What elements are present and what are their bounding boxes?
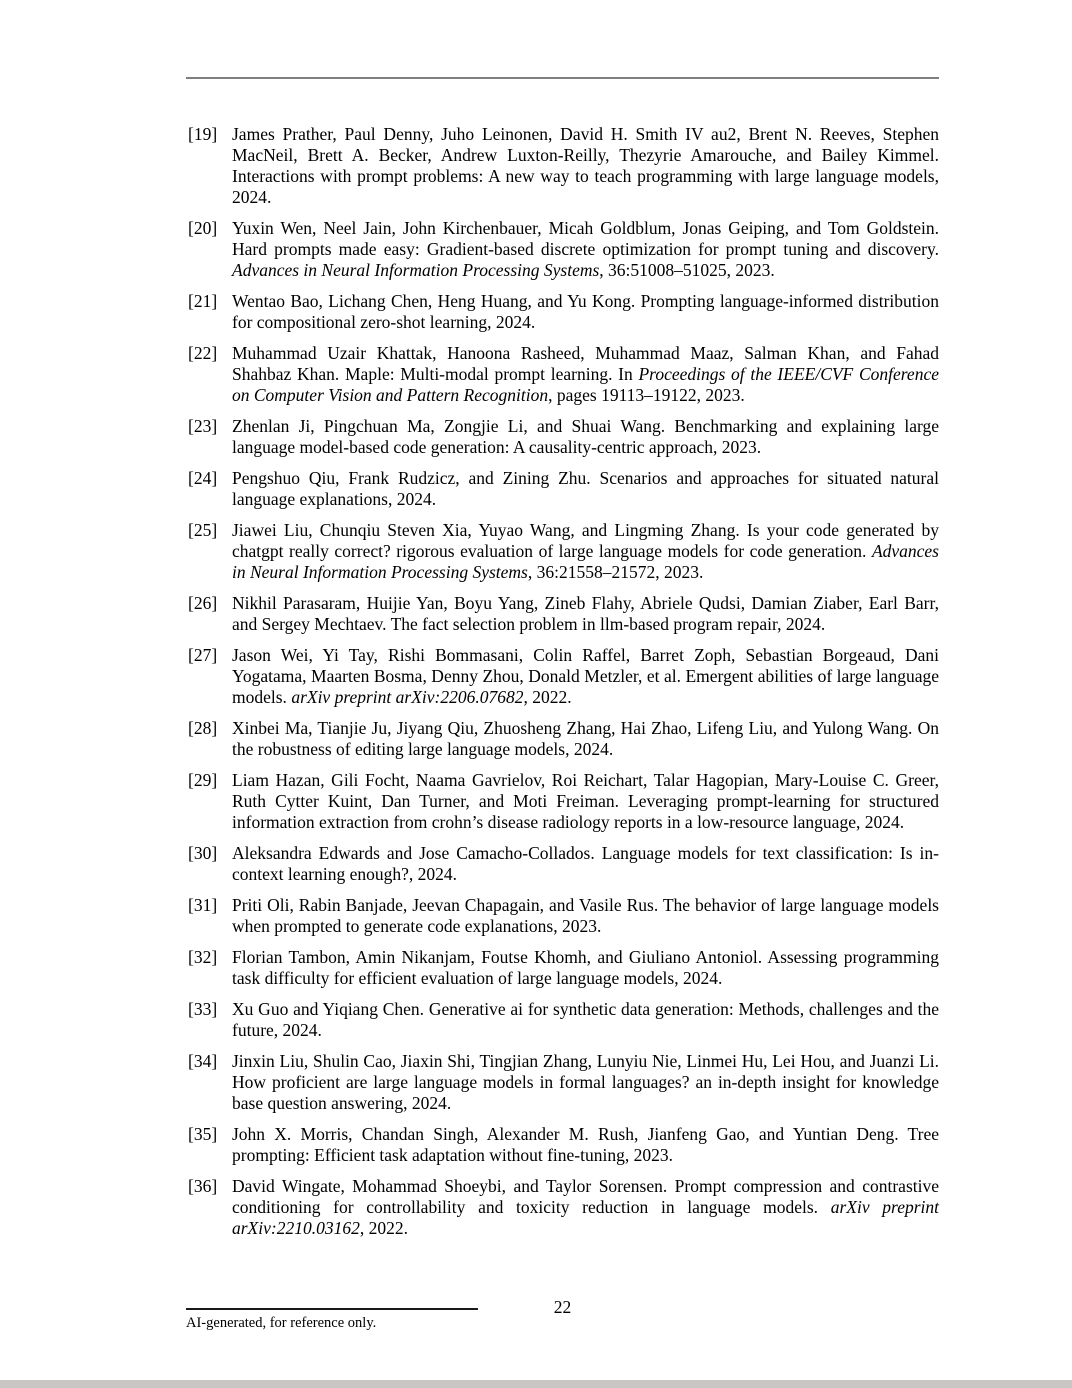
reference-segment: Yuxin Wen, Neel Jain, John Kirchenbauer, Micah Goldblum, Jonas Geiping, and Tom Goldstein. Hard prompts made easy: Gradient-based discrete optimization for prompt tuning and discovery. (232, 218, 939, 259)
reference-venue-italic: Proceedings of the IEEE/CVF Conference on Computer Vision and Pattern Recognition (232, 364, 939, 405)
reference-text (232, 999, 939, 1041)
reference-label: [27] (188, 645, 218, 665)
page-number: 22 (553, 1297, 572, 1317)
reference-segment: Priti Oli, Rabin Banjade, Jeevan Chapagain, and Vasile Rus. The behavior of large language models when prompted to generate code explanations, 2023. (232, 895, 939, 936)
reference-label: [25] (188, 520, 218, 540)
reference-entry (188, 843, 939, 885)
reference-segment: Nikhil Parasaram, Huijie Yan, Boyu Yang, Zineb Flahy, Abriele Qudsi, Damian Ziaber, Earl Barr, and Sergey Mechtaev. The fact selection problem in llm-based program repair, 2024. (232, 593, 939, 634)
reference-segment: Wentao Bao, Lichang Chen, Heng Huang, and Yu Kong. Prompting language-informed distribution for compositional zero-shot learning, 2024. (232, 291, 939, 332)
reference-segment: , 36:21558–21572, 2023. (527, 562, 704, 582)
reference-text (232, 1176, 939, 1239)
reference-segment: Jason Wei, Yi Tay, Rishi Bommasani, Colin Raffel, Barret Zoph, Sebastian Borgeaud, Dani Yogatama, Maarten Bosma, Denny Zhou, Donald Metzler, et al. Emergent abilities of large language models. (232, 645, 939, 707)
reference-label: [28] (188, 718, 218, 738)
reference-text (232, 645, 939, 708)
reference-text (232, 343, 939, 406)
reference-entry (188, 645, 939, 708)
reference-venue-italic: Advances in Neural Information Processing Systems (232, 541, 939, 582)
reference-entry (188, 770, 939, 833)
reference-segment: Aleksandra Edwards and Jose Camacho-Collados. Language models for text classification: Is in-context learning enough?, 2024. (232, 843, 939, 884)
reference-segment: Zhenlan Ji, Pingchuan Ma, Zongjie Li, and Shuai Wang. Benchmarking and explaining large language model-based code generation: A causality-centric approach, 2023. (232, 416, 939, 457)
reference-label: [20] (188, 218, 218, 238)
reference-text (232, 124, 939, 208)
reference-entry (188, 218, 939, 281)
reference-label: [33] (188, 999, 218, 1019)
reference-label: [30] (188, 843, 218, 863)
footnote-text: AI-generated, for reference only. (186, 1315, 377, 1331)
reference-segment: John X. Morris, Chandan Singh, Alexander M. Rush, Jianfeng Gao, and Yuntian Deng. Tree prompting: Efficient task adaptation without fine-tuning, 2023. (232, 1124, 939, 1165)
reference-text (232, 593, 939, 635)
reference-segment: Xu Guo and Yiqiang Chen. Generative ai for synthetic data generation: Methods, challenges and the future, 2024. (232, 999, 939, 1040)
reference-entry (188, 593, 939, 635)
reference-label: [31] (188, 895, 218, 915)
reference-entry (188, 416, 939, 458)
reference-entry (188, 468, 939, 510)
reference-label: [34] (188, 1051, 218, 1071)
bottom-edge-bar (0, 1380, 1072, 1388)
reference-entry (188, 947, 939, 989)
reference-entry (188, 895, 939, 937)
reference-label: [36] (188, 1176, 218, 1196)
reference-text (232, 218, 939, 281)
reference-text (232, 1124, 939, 1166)
reference-label: [19] (188, 124, 218, 144)
reference-segment: , 2022. (523, 687, 572, 707)
reference-entry (188, 124, 939, 208)
references-list (188, 124, 939, 1249)
reference-segment: , pages 19113–19122, 2023. (548, 385, 745, 405)
reference-label: [21] (188, 291, 218, 311)
header-rule (186, 77, 939, 79)
reference-label: [32] (188, 947, 218, 967)
reference-text (232, 947, 939, 989)
reference-segment: , 2022. (359, 1218, 408, 1238)
reference-segment: Liam Hazan, Gili Focht, Naama Gavrielov, Roi Reichart, Talar Hagopian, Mary-Louise C. Greer, Ruth Cytter Kuint, Dan Turner, and Moti Freiman. Leveraging prompt-learning for structured information extraction from crohn’s disease radiology reports in a low-resource language, 2024. (232, 770, 939, 832)
reference-text (232, 468, 939, 510)
reference-entry (188, 999, 939, 1041)
reference-entry (188, 1051, 939, 1114)
reference-text (232, 895, 939, 937)
reference-entry (188, 1124, 939, 1166)
reference-text (232, 718, 939, 760)
reference-venue-italic: arXiv preprint arXiv:2210.03162 (232, 1197, 939, 1238)
reference-segment: Jinxin Liu, Shulin Cao, Jiaxin Shi, Tingjian Zhang, Lunyiu Nie, Linmei Hu, Lei Hou, and Juanzi Li. How proficient are large language models in formal languages? an in-depth insight for knowledge base question answering, 2024. (232, 1051, 939, 1113)
reference-segment: Pengshuo Qiu, Frank Rudzicz, and Zining Zhu. Scenarios and approaches for situated natural language explanations, 2024. (232, 468, 939, 509)
reference-segment: Xinbei Ma, Tianjie Ju, Jiyang Qiu, Zhuosheng Zhang, Hai Zhao, Lifeng Liu, and Yulong Wang. On the robustness of editing large language models, 2024. (232, 718, 939, 759)
reference-entry (188, 1176, 939, 1239)
reference-text (232, 1051, 939, 1114)
reference-label: [22] (188, 343, 218, 363)
reference-segment: David Wingate, Mohammad Shoeybi, and Taylor Sorensen. Prompt compression and contrastive conditioning for controllability and toxicity reduction in language models. (232, 1176, 939, 1217)
reference-text (232, 291, 939, 333)
reference-label: [35] (188, 1124, 218, 1144)
reference-text (232, 416, 939, 458)
reference-segment: Florian Tambon, Amin Nikanjam, Foutse Khomh, and Giuliano Antoniol. Assessing programming task difficulty for efficient evaluation of large language models, 2024. (232, 947, 939, 988)
reference-text (232, 520, 939, 583)
reference-entry (188, 718, 939, 760)
footnote-rule (186, 1308, 478, 1310)
reference-label: [29] (188, 770, 218, 790)
reference-text (232, 770, 939, 833)
reference-venue-italic: arXiv preprint arXiv:2206.07682 (291, 687, 524, 707)
reference-label: [23] (188, 416, 218, 436)
reference-entry (188, 291, 939, 333)
reference-label: [26] (188, 593, 218, 613)
reference-entry (188, 343, 939, 406)
reference-segment: Jiawei Liu, Chunqiu Steven Xia, Yuyao Wang, and Lingming Zhang. Is your code generated by chatgpt really correct? rigorous evaluation of large language models for code generation. (232, 520, 939, 561)
reference-entry (188, 520, 939, 583)
reference-venue-italic: Advances in Neural Information Processing Systems (232, 260, 600, 280)
reference-text (232, 843, 939, 885)
reference-segment: Muhammad Uzair Khattak, Hanoona Rasheed, Muhammad Maaz, Salman Khan, and Fahad Shahbaz Khan. Maple: Multi-modal prompt learning. In (232, 343, 939, 384)
reference-label: [24] (188, 468, 218, 488)
reference-segment: , 36:51008–51025, 2023. (599, 260, 775, 280)
reference-segment: James Prather, Paul Denny, Juho Leinonen, David H. Smith IV au2, Brent N. Reeves, Stephen MacNeil, Brett A. Becker, Andrew Luxton-Reilly, Thezyrie Amarouche, and Bailey Kimmel. Interactions with prompt problems: A new way to teach programming with large language models, 2024. (232, 124, 939, 207)
